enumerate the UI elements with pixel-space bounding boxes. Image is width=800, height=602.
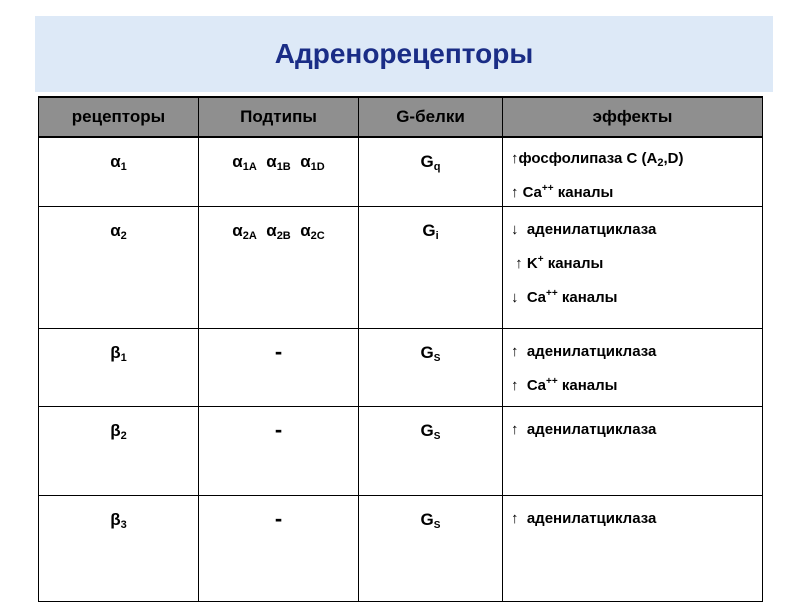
subtypes-cell: - bbox=[199, 329, 359, 407]
page-title: Адренорецепторы bbox=[274, 38, 534, 69]
receptor-table bbox=[38, 96, 763, 602]
effect-line: ↑ аденилатциклаза bbox=[511, 421, 657, 438]
effect-line: ↑ аденилатциклаза bbox=[511, 510, 657, 527]
header-g-proteins: G-белки bbox=[359, 97, 503, 137]
effects-cell bbox=[503, 137, 763, 207]
effect-line: ↑ аденилатциклаза bbox=[511, 343, 657, 360]
effect-line: ↑ Ca++ каналы bbox=[511, 376, 618, 394]
receptor-cell: $\beta_3$ bbox=[39, 496, 199, 602]
g-protein-cell: $G_i$ bbox=[359, 207, 503, 329]
subtypes-cell: $\alpha_{1A}$ $\alpha_{1B}$ $\alpha_{1D}$ bbox=[199, 137, 359, 207]
g-protein-cell: $G_S$ bbox=[359, 496, 503, 602]
receptor-cell: $\alpha_2$ bbox=[39, 207, 199, 329]
effects-cell bbox=[503, 329, 763, 407]
receptor-cell: $\beta_1$ bbox=[39, 329, 199, 407]
subtypes-cell: - bbox=[199, 407, 359, 496]
header-receptors: рецепторы bbox=[39, 97, 199, 137]
effect-line: ↓ Ca++ каналы bbox=[511, 288, 618, 306]
effect-line: ↓ аденилатциклаза bbox=[511, 221, 657, 238]
effect-line: ↑ K+ каналы bbox=[515, 254, 604, 272]
header-subtypes: Подтипы bbox=[199, 97, 359, 137]
receptor-cell: $\alpha_1$ bbox=[39, 137, 199, 207]
effects-cell bbox=[503, 407, 763, 496]
g-protein-cell: $G_S$ bbox=[359, 329, 503, 407]
effects-cell bbox=[503, 207, 763, 329]
subtypes-cell: $\alpha_{2A}$ $\alpha_{2B}$ $\alpha_{2C}$ bbox=[199, 207, 359, 329]
header-row bbox=[39, 97, 763, 137]
table-row bbox=[39, 329, 763, 407]
receptor-cell: $\beta_2$ bbox=[39, 407, 199, 496]
effect-line: ↑ Ca++ каналы bbox=[511, 183, 614, 201]
effect-line: ↑фосфолипаза C $(A_2,D)$ bbox=[511, 150, 684, 169]
table-row bbox=[39, 496, 763, 602]
subtypes-cell: - bbox=[199, 496, 359, 602]
header-effects: эффекты bbox=[503, 97, 763, 137]
table-row bbox=[39, 207, 763, 329]
title-banner bbox=[35, 16, 773, 92]
g-protein-cell: $G_S$ bbox=[359, 407, 503, 496]
g-protein-cell: $G_q$ bbox=[359, 137, 503, 207]
effects-cell bbox=[503, 496, 763, 602]
table-row bbox=[39, 407, 763, 496]
table-row bbox=[39, 137, 763, 207]
